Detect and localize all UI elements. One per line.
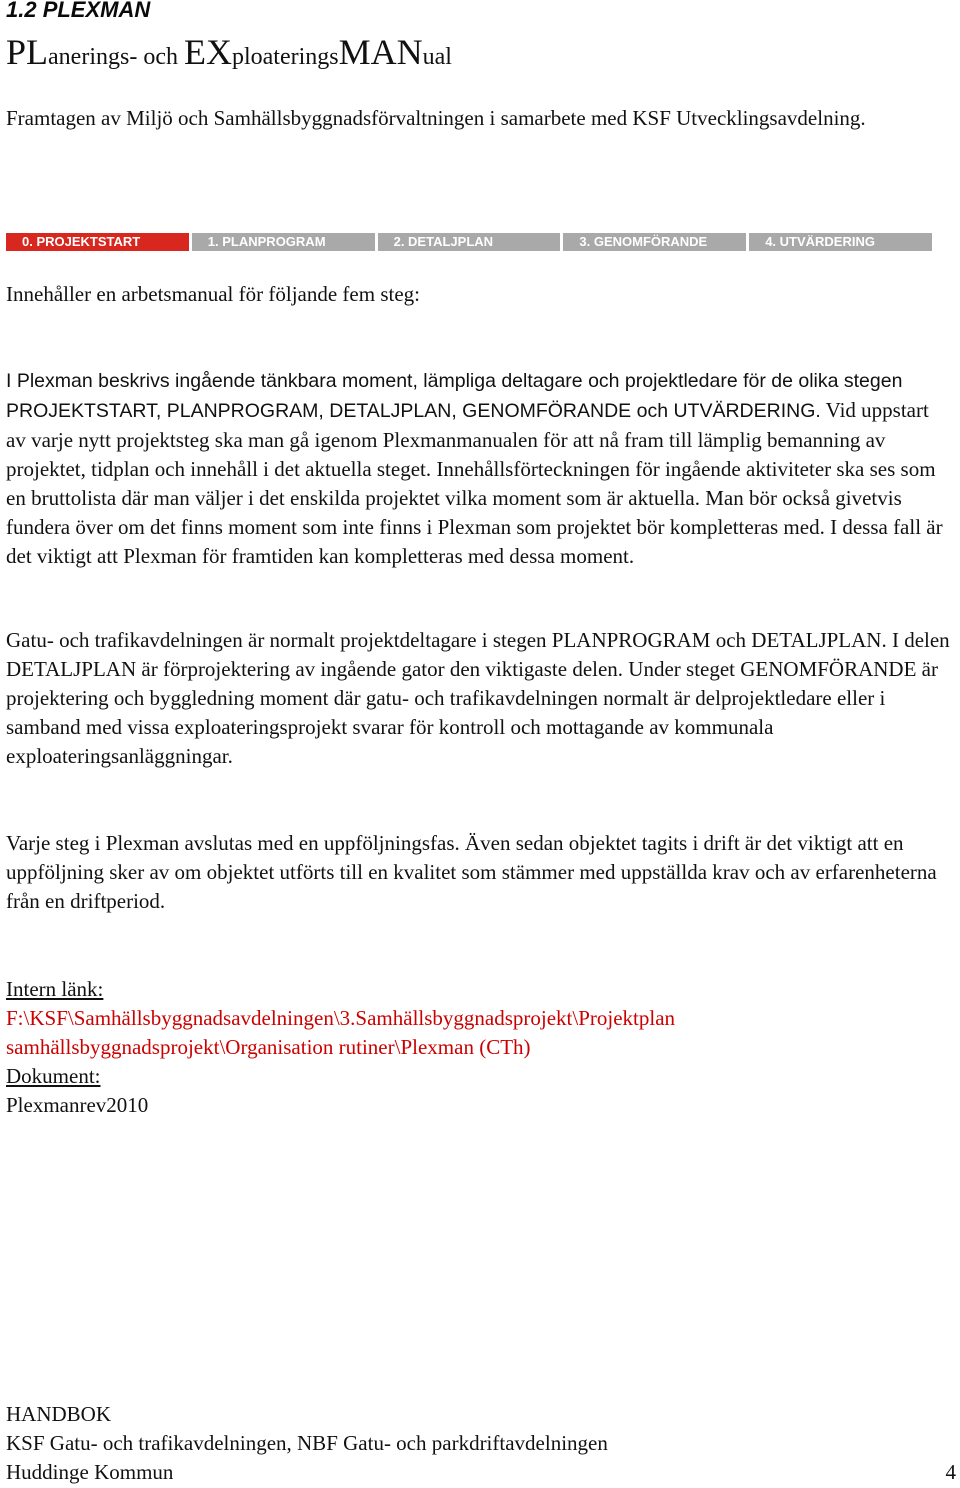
step-utvardering: 4. UTVÄRDERING [749,233,932,251]
footer-municipality: Huddinge Kommun [6,1460,174,1484]
step-genomforande: 3. GENOMFÖRANDE [563,233,746,251]
title-man-big: MAN [338,32,423,72]
title-ex-small: ploaterings [231,44,339,70]
step-projektstart: 0. PROJEKTSTART [6,233,189,251]
title-man-small: ual [422,44,452,70]
document-label: Dokument: [6,1064,101,1088]
contains-line: Innehåller en arbetsmanual för följande fem steg: [6,282,420,306]
page-footer [6,1400,952,1487]
document-name: Plexmanrev2010 [6,1093,149,1117]
title-pl-small: anerings- och [48,44,184,70]
page-number: 4 [945,1460,956,1484]
paragraph1-part-b: Vid uppstart av varje nytt projektsteg ska man gå igenom Plexmanmanualen för att nå fram till lämplig bemanning av projektet, tidplan och innehåll i det aktuella steget. [6,398,929,481]
internal-link-section [6,975,952,1120]
step-planprogram: 1. PLANPROGRAM [192,233,375,251]
step-detaljplan: 2. DETALJPLAN [378,233,561,251]
intro-text: Framtagen av Miljö och Samhällsbyggnadsförvaltningen i samarbete med KSF Utvecklingsavdelning. [6,106,866,130]
footer-handbok: HANDBOK [6,1402,111,1426]
section-heading: 1.2 PLEXMAN [6,0,151,22]
paragraph-gatu-trafik: Gatu- och trafikavdelningen är normalt projektdeltagare i stegen PLANPROGRAM och DETALJPLAN. I delen DETALJPLAN är förprojektering av ingående gator den viktigaste delen. Under steget GENOMFÖRANDE är projektering och byggledning moment där gatu- och trafikavdelningen normalt är delprojektledare eller i samband med vissa exploateringsprojekt svarar för kontroll och mottagande av kommunala exploateringsanläggningar. [6,628,950,768]
title-ex-big: EX [183,32,232,72]
footer-department: KSF Gatu- och trafikavdelningen, NBF Gatu- och parkdriftavdelningen [6,1431,608,1455]
paragraph-uppfoljning: Varje steg i Plexman avslutas med en uppföljningsfas. Även sedan objektet tagits i drift är det viktigt att en uppföljning sker av om objektet utförts till en kvalitet som stämmer med uppställda krav och av erfarenheterna från en driftperiod. [6,831,937,913]
internal-link-label: Intern länk: [6,977,104,1001]
internal-link-path-line2[interactable]: samhällsbyggnadsprojekt\Organisation rutiner\Plexman (CTh) [6,1035,531,1059]
steps-bar [6,233,932,251]
title-pl-big: PL [6,32,49,72]
paragraph-plexman-description [6,366,952,571]
paragraph1-part-c: Innehållsförteckningen för ingående aktiviteter ska ses som en bruttolista där man väljer i det enskilda projektet vilka moment som är aktuella. [6,457,936,510]
paragraph1-part-a: I Plexman beskrivs ingående tänkbara moment, lämpliga deltagare och projektledare för de olika stegen PROJEKTSTART, PLANPROGRAM, DETALJPLAN, GENOMFÖRANDE och UTVÄRDERING. [6,370,903,422]
internal-link-path-line1[interactable]: F:\KSF\Samhällsbyggnadsavdelningen\3.Samhällsbyggnadsprojekt\Projektplan [6,1006,676,1030]
paragraph1-part-d: Man bör också givetvis fundera över om det finns moment som inte finns i Plexman som projektet bör kompletteras med. I dessa fall är det viktigt att Plexman för framtiden kan kompletteras med dessa moment. [6,486,943,568]
plexman-title [6,32,952,77]
